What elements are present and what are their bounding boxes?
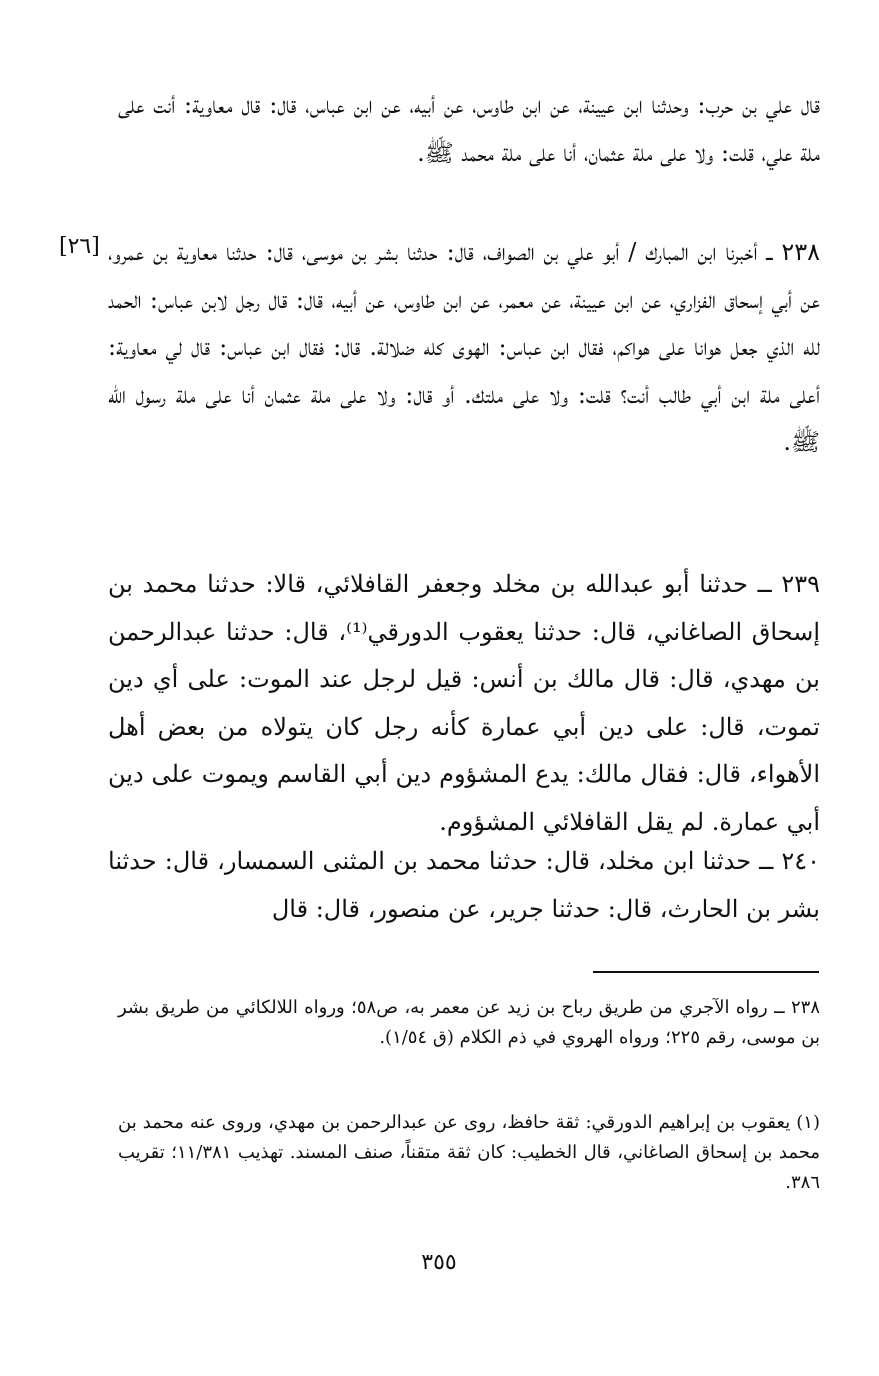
page-number: ٣٥٥ [421,1250,457,1275]
footnote-1: (١) يعقوب بن إبراهيم الدورقي: ثقة حافظ، روى عن عبدالرحمن بن مهدي، وروى عنه محمد بن محمد بن إسحاق الصاغاني، قال الخطيب: كان ثقة متقناً، صنف المسند. تهذيب ١١/٣٨١؛ تقريب ٣٨٦. [118,1112,820,1193]
footnote-separator [593,971,819,973]
body-paragraph-1: قال علي بن حرب: وحدثنا ابن عيينة، عن ابن طاوس، عن أبيه، عن ابن عباس، قال: قال معاوية: أنت على ملة علي، قلت: ولا على ملة عثمان، أنا على ملة محمد ﷺ. [118,91,820,167]
body-paragraph-240: ٢٤٠ ــ حدثنا ابن مخلد، قال: حدثنا محمد بن المثنى السمسار، قال: حدثنا بشر بن الحارث، قال: حدثنا جرير، عن منصور، قال: قال [108,847,820,923]
margin-page-marker: [٢٦] [59,234,100,259]
body-paragraph-239: ٢٣٩ ــ حدثنا أبو عبدالله بن مخلد وجعفر القافلائي، قالا: حدثنا محمد بن إسحاق الصاغاني، قال: حدثنا يعقوب الدورقي⁽¹⁾، قال: حدثنا عبدالرحمن بن مهدي، قال: قال مالك بن أنس: قيل لرجل عند الموت: على أي دين تموت، قال: على دين أبي عمارة كأنه رجل كان يتولاه من بعض أهل الأهواء، قال: فقال مالك: يدع المشؤوم دين أبي القاسم ويموت على دين أبي عمارة. لم يقل القافلائي المشؤوم. [108,570,820,836]
footnote-238: ٢٣٨ ــ رواه الآجري من طريق رباح بن زيد عن معمر به، ص٥٨؛ ورواه اللالكائي من طريق بشر بن موسى، رقم ٢٢٥؛ ورواه الهروي في ذم الكلام (ق ١/٥٤). [118,997,820,1048]
body-paragraph-238: ٢٣٨ ــ أخبرنا ابن المبارك / أبو علي بن الصواف، قال: حدثنا بشر بن موسى، قال: حدثنا معاوية بن عمرو، عن أبي إسحاق الفزاري، عن ابن عيينة، عن معمر، عن ابن طاوس، عن أبيه، قال: قال رجل لابن عباس: الحمد لله الذي جعل هوانا على هواكم، فقال ابن عباس: الهوى كله ضلالة. قال: فقال ابن عباس: قال لي معاوية: أعلى ملة ابن أبي طالب أنت؟ قلت: ولا على ملتك. أو قال: ولا على ملة عثمان أنا على ملة رسول الله ﷺ. [108,238,821,456]
